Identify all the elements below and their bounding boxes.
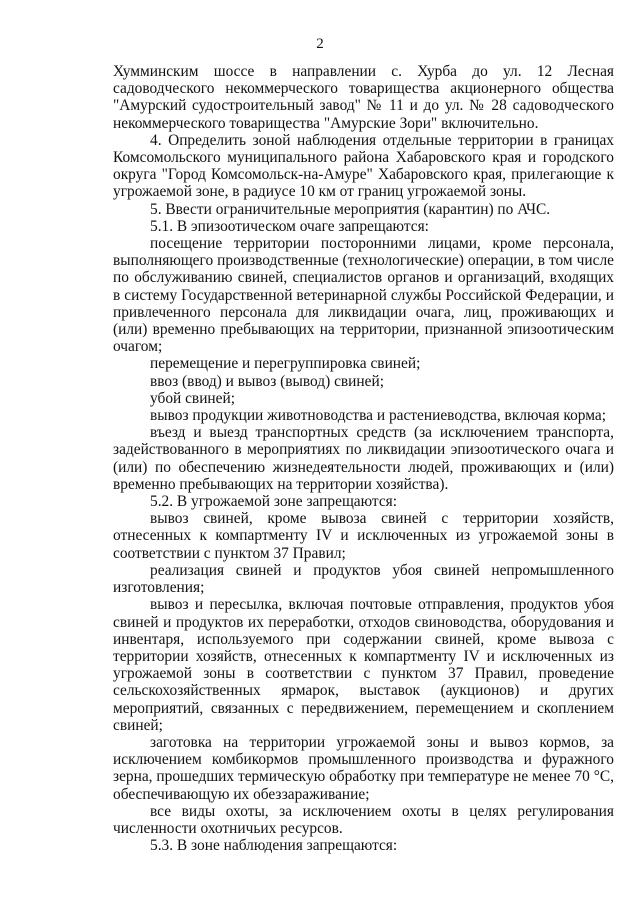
paragraph-outbreak-import-export: ввоз (ввод) и вывоз (вывод) свиней; <box>150 372 384 390</box>
paragraph-observation-heading: 5.3. В зоне наблюдения запрещаются: <box>150 837 398 855</box>
paragraph-threatened-export: вывоз свиней, кроме вывоза свиней с территории хозяйств, отнесенных к компартменту IV и исключенных из угрожаемой зоны в соответствии с пунктом 37 Правил; <box>113 510 614 562</box>
paragraph-threatened-sale: реализация свиней и продуктов убоя свиней непромышленного изготовления; <box>113 561 614 597</box>
paragraph-threatened-hunting: все виды охоты, за исключением охоты в целях регулирования численности охотничьих ресурсов. <box>113 802 614 837</box>
paragraph-outbreak-products: вывоз продукции животноводства и растениеводства, включая корма; <box>150 407 606 425</box>
paragraph-outbreak-vehicles: въезд и выезд транспортных средств (за исключением транспорта, задействованного в мероприятиях по ликвидации эпизоотического очага и (или) по обеспечению жизнедеятельности людей, проживающих и (или) временно пребывающих на территории хозяйства). <box>113 424 614 493</box>
paragraph-outbreak-heading: 5.1. В эпизоотическом очаге запрещаются: <box>150 217 429 235</box>
page-number: 2 <box>316 36 324 52</box>
paragraph-observation-zone: 4. Определить зоной наблюдения отдельные территории в границах Комсомольского муниципального района Хабаровского края и городского округа "Город Комсомольск-на-Амуре" Хабаровского края, прилегающие к угрожаемой зоне, в радиусе 10 км от границ угрожаемой зоны. <box>113 131 614 201</box>
paragraph-outbreak-slaughter: убой свиней; <box>150 389 236 407</box>
paragraph-outbreak-regrouping: перемещение и перегруппировка свиней; <box>150 355 421 373</box>
paragraph-threatened-feed: заготовка на территории угрожаемой зоны и вывоз кормов, за исключением комбикормов промышленного производства и фуражного зерна, прошедших термическую обработку при температуре не менее 70 °С, обеспечивающую их обеззараживание; <box>113 733 614 803</box>
paragraph-outbreak-visits: посещение территории посторонними лицами, кроме персонала, выполняющего производственные (технологические) операции, в том числе по обслуживанию свиней, специалистов органов и организаций, входящих в систему Государственной ветеринарной службы Российской Федерации, и привлеченного персонала для ликвидации очага, лиц, проживающих и (или) временно пребывающих на территории, признанной эпизоотическим очагом; <box>113 235 614 356</box>
document-body <box>113 63 614 854</box>
paragraph-address-continuation: Хумминским шоссе в направлении с. Хурба до ул. 12 Лесная садоводческого некоммерческого товарищества акционерного общества "Амурский судостроительный завод" № 11 и до ул. № 28 садоводческого некоммерческого товарищества "Амурские Зори" включительно. <box>113 63 614 132</box>
paragraph-threatened-shipping: вывоз и пересылка, включая почтовые отправления, продуктов убоя свиней и продуктов их переработки, отходов свиноводства, оборудования и инвентаря, используемого при содержании свиней, кроме вывоза с территории хозяйств, отнесенных к компартменту IV и исключенных из угрожаемой зоны в соответствии с пунктом 37 Правил, проведение сельскохозяйственных ярмарок, выставок (аукционов) и других мероприятий, связанных с передвижением, перемещением и скоплением свиней; <box>113 596 614 734</box>
paragraph-threatened-heading: 5.2. В угрожаемой зоне запрещаются: <box>150 493 398 511</box>
paragraph-quarantine: 5. Ввести ограничительные мероприятия (карантин) по АЧС. <box>150 200 551 218</box>
